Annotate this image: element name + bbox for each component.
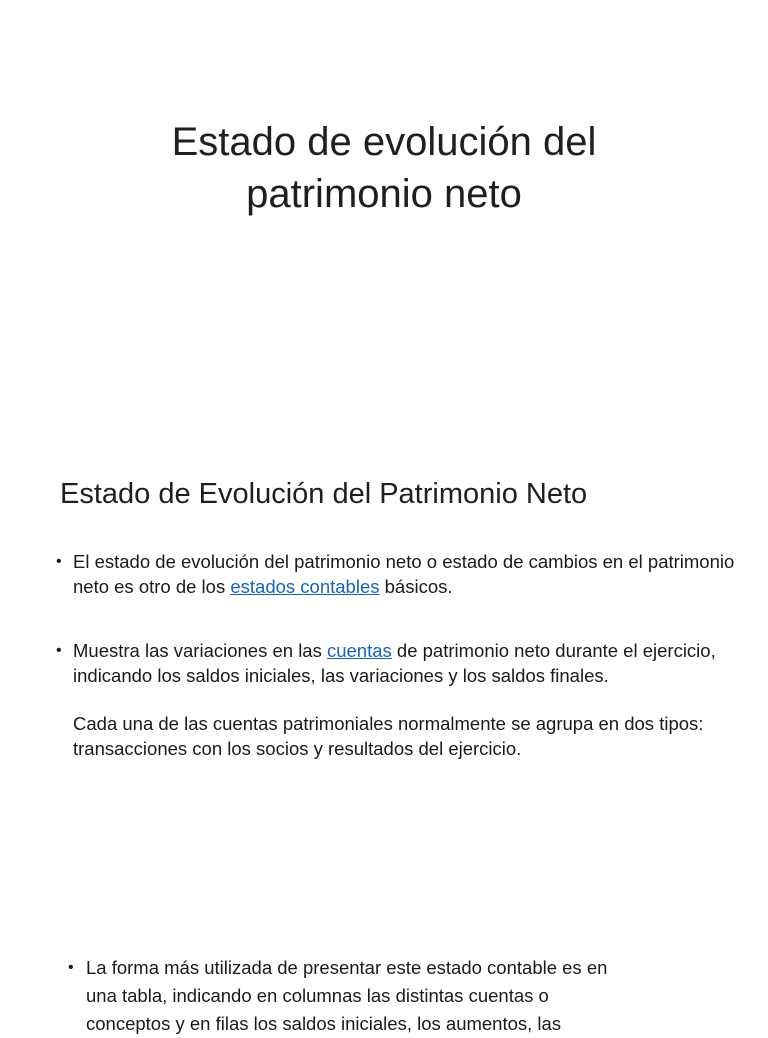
bullet-paragraph: Cada una de las cuentas patrimoniales normalmente se agrupa en dos tipos: transacciones con los socios y resultados del ejercicio. <box>73 713 704 759</box>
slide-1 <box>0 0 768 440</box>
bullet-text: Muestra las variaciones en las <box>73 640 327 661</box>
estados-contables-link[interactable]: estados contables <box>230 575 380 597</box>
cuentas-link[interactable]: cuentas <box>326 640 392 661</box>
bullet-text: básicos. <box>379 575 453 597</box>
bullet-text: La forma más utilizada de presentar este estado contable es en una tabla, indicando en columnas las distintas cuentas o conceptos y en filas los saldos iniciales, los aumentos, las <box>86 957 608 1034</box>
slide-2-title: Estado de Evolución del Patrimonio Neto <box>60 478 588 510</box>
slide-3 <box>0 940 768 1034</box>
bullet-list <box>68 954 638 1038</box>
bullet-dot-icon: • <box>56 553 62 570</box>
bullet-dot-icon: • <box>56 642 62 659</box>
bullet-list <box>56 550 736 761</box>
title-line-1: Estado de evolución del <box>171 120 597 164</box>
bullet-dot-icon: • <box>68 959 74 976</box>
bullet-text: de patrimonio neto durante el ejercicio, indicando los saldos iniciales, las variaciones y los saldos finales. <box>73 640 716 686</box>
bullet-paragraph <box>73 639 736 688</box>
slide-2 <box>0 440 768 940</box>
bullet-item <box>68 954 638 1038</box>
bullet-item <box>56 550 736 599</box>
bullet-item <box>56 639 736 761</box>
slide-1-title <box>84 116 684 220</box>
bullet-text: El estado de evolución del patrimonio neto o estado de cambios en el patrimonio neto es otro de los <box>73 551 735 597</box>
title-line-2: patrimonio neto <box>246 172 522 216</box>
